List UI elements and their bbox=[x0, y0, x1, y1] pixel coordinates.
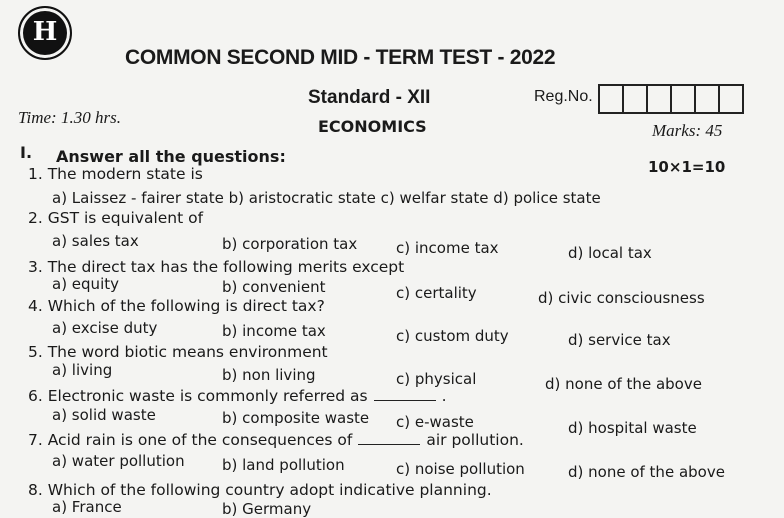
answer-blank bbox=[374, 400, 436, 401]
q4-option-c: c) custom duty bbox=[396, 327, 509, 345]
q3-option-b: b) convenient bbox=[222, 278, 326, 296]
marks-label: Marks: 45 bbox=[652, 121, 723, 140]
q5-option-d: d) none of the above bbox=[545, 375, 702, 393]
question-4: 4. Which of the following is direct tax? bbox=[28, 297, 325, 315]
q8-option-a: a) France bbox=[52, 498, 122, 516]
q6-option-d: d) hospital waste bbox=[568, 419, 697, 437]
q5-option-a: a) living bbox=[52, 361, 113, 379]
q7-option-a: a) water pollution bbox=[52, 452, 185, 470]
standard-label: Standard - XII bbox=[308, 87, 431, 108]
question-7: 7. Acid rain is one of the consequences of air pollution. bbox=[28, 431, 524, 449]
question-6: 6. Electronic waste is commonly referred as . bbox=[28, 387, 447, 405]
q3-option-d: d) civic consciousness bbox=[538, 289, 705, 307]
q7-option-c: c) noise pollution bbox=[396, 460, 525, 478]
reg-no-boxes bbox=[598, 84, 744, 114]
q2-option-b: b) corporation tax bbox=[222, 235, 358, 253]
time-label: Time: 1.30 hrs. bbox=[18, 108, 121, 127]
q7-option-b: b) land pollution bbox=[222, 456, 345, 474]
reg-no-label: Reg.No. bbox=[534, 88, 593, 105]
q5-option-b: b) non living bbox=[222, 366, 316, 384]
q3-option-c: c) certality bbox=[396, 284, 477, 302]
question-8: 8. Which of the following country adopt indicative planning. bbox=[28, 481, 492, 499]
question-2: 2. GST is equivalent of bbox=[28, 209, 204, 227]
q2-option-a: a) sales tax bbox=[52, 232, 139, 250]
answer-blank bbox=[358, 444, 420, 445]
q3-option-a: a) equity bbox=[52, 275, 119, 293]
q6-option-b: b) composite waste bbox=[222, 409, 370, 427]
exam-title: COMMON SECOND MID - TERM TEST - 2022 bbox=[125, 46, 556, 69]
question-1: 1. The modern state is bbox=[28, 165, 203, 183]
q2-option-d: d) local tax bbox=[568, 244, 652, 262]
q5-option-c: c) physical bbox=[396, 370, 477, 388]
q6-option-c: c) e-waste bbox=[396, 413, 474, 431]
q7-option-d: d) none of the above bbox=[568, 463, 725, 481]
subject-label: ECONOMICS bbox=[318, 117, 427, 136]
school-logo: H bbox=[18, 6, 72, 60]
q6-option-a: a) solid waste bbox=[52, 406, 156, 424]
section-number: I. bbox=[20, 143, 33, 162]
section-score: 10×1=10 bbox=[648, 158, 726, 176]
q4-option-a: a) excise duty bbox=[52, 319, 158, 337]
q4-option-d: d) service tax bbox=[568, 331, 671, 349]
q1-options: a) Laissez - fairer state b) aristocratic state c) welfar state d) police state bbox=[52, 189, 601, 207]
q4-option-b: b) income tax bbox=[222, 322, 326, 340]
question-3: 3. The direct tax has the following merits except bbox=[28, 258, 405, 276]
section-heading: Answer all the questions: bbox=[56, 147, 286, 166]
q2-option-c: c) income tax bbox=[396, 239, 499, 257]
question-5: 5. The word biotic means environment bbox=[28, 343, 328, 361]
q8-option-b: b) Germany bbox=[222, 500, 312, 518]
